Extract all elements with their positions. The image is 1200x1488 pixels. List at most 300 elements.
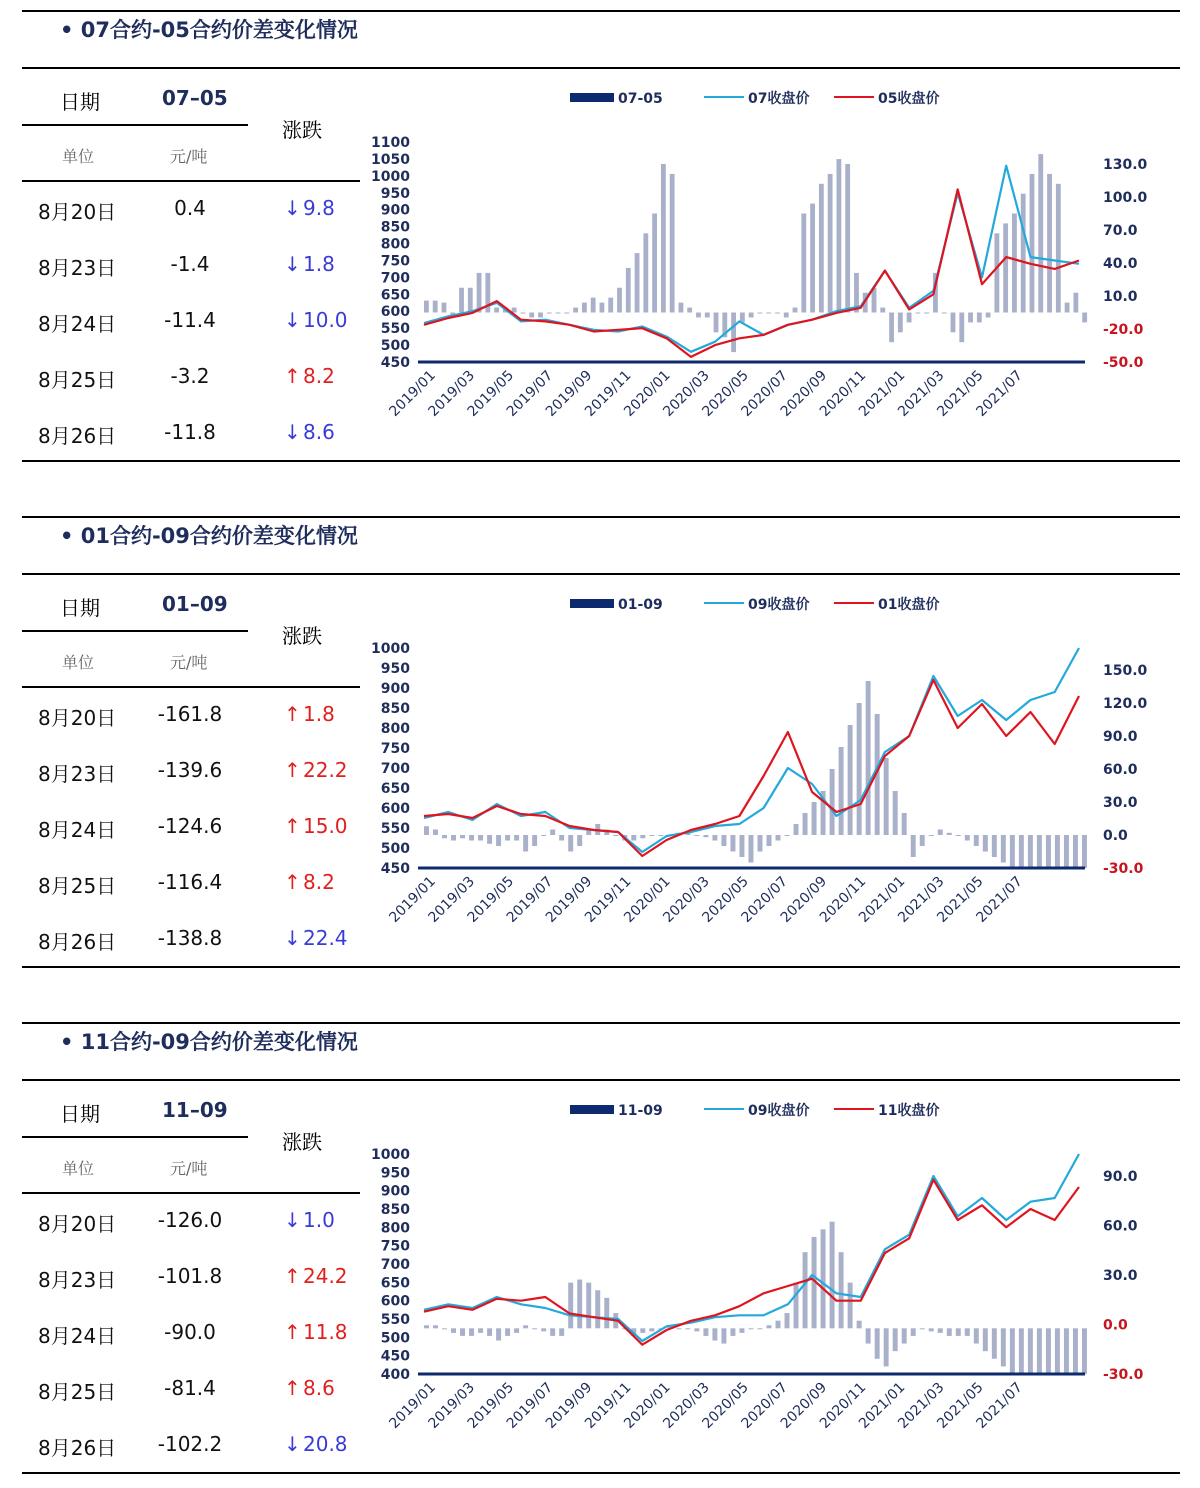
y-right-tick: 0.0 bbox=[1103, 828, 1128, 844]
spread-bar bbox=[911, 835, 916, 857]
legend-label: 09收盘价 bbox=[748, 1103, 810, 1119]
spread-bar bbox=[649, 835, 654, 836]
spread-bar bbox=[469, 835, 474, 841]
row-value: -90.0 bbox=[164, 1320, 216, 1344]
spread-bar bbox=[902, 1328, 907, 1343]
spread-bar bbox=[643, 233, 648, 312]
spread-bar bbox=[775, 313, 780, 314]
legend-label: 05收盘价 bbox=[878, 91, 940, 107]
row-change: 20.8 bbox=[303, 1432, 348, 1456]
spread-section-01-09 bbox=[0, 506, 1200, 972]
spread-bar bbox=[600, 303, 605, 313]
spread-bar bbox=[758, 1328, 763, 1329]
row-change: 8.6 bbox=[303, 1376, 335, 1400]
y-left-tick: 950 bbox=[380, 185, 410, 202]
spread-bar bbox=[845, 164, 850, 313]
spread-bar bbox=[880, 308, 885, 313]
spread-bar bbox=[920, 835, 925, 846]
spread-bar bbox=[986, 313, 991, 318]
spread-bar bbox=[451, 1328, 456, 1333]
spread-code: 07–05 bbox=[162, 86, 228, 110]
y-left-tick: 1000 bbox=[371, 641, 410, 657]
legend-swatch bbox=[570, 1105, 614, 1114]
spread-bar bbox=[1019, 1328, 1024, 1374]
spread-bar bbox=[767, 835, 772, 846]
row-value: -126.0 bbox=[157, 1208, 223, 1232]
y-left-tick: 1000 bbox=[371, 168, 410, 185]
spread-bar bbox=[1037, 1328, 1042, 1374]
section-header-rule bbox=[22, 67, 1180, 69]
spread-bar bbox=[730, 1328, 735, 1336]
x-tick: 2019/09 bbox=[542, 873, 596, 926]
y-left-tick: 450 bbox=[380, 861, 410, 877]
spread-bar bbox=[564, 313, 569, 314]
x-tick: 2020/03 bbox=[660, 873, 713, 926]
date-header: 日期 bbox=[60, 1102, 100, 1126]
row-change: 10.0 bbox=[303, 308, 348, 332]
spread-bar bbox=[810, 204, 815, 313]
spread-bar bbox=[1030, 174, 1035, 313]
date-header: 日期 bbox=[60, 90, 100, 114]
spread-bar bbox=[703, 1328, 708, 1336]
change-arrow-icon: ↓ bbox=[284, 1208, 301, 1232]
spread-bar bbox=[460, 1328, 465, 1336]
spread-bar bbox=[785, 1313, 790, 1328]
spread-bar bbox=[568, 835, 573, 852]
table-header-rule bbox=[22, 686, 360, 688]
change-arrow-icon: ↓ bbox=[284, 308, 301, 332]
y-right-tick: 30.0 bbox=[1103, 1268, 1138, 1284]
y-right-tick: -50.0 bbox=[1103, 355, 1144, 371]
spread-bar bbox=[608, 298, 613, 313]
change-arrow-icon: ↓ bbox=[284, 1432, 301, 1456]
change-arrow-icon: ↑ bbox=[284, 1264, 301, 1288]
legend-label: 11-09 bbox=[618, 1103, 663, 1119]
spread-bar bbox=[776, 1321, 781, 1329]
spread-bar bbox=[956, 1328, 961, 1336]
spread-bar bbox=[459, 288, 464, 313]
row-date: 8月24日 bbox=[38, 312, 117, 336]
x-tick: 2020/09 bbox=[777, 367, 831, 420]
y-left-tick: 950 bbox=[380, 661, 410, 677]
y-left-tick: 400 bbox=[380, 1367, 410, 1383]
spread-bar bbox=[1021, 194, 1026, 313]
spread-bar bbox=[468, 288, 473, 313]
spread-bar bbox=[595, 1290, 600, 1328]
change-arrow-icon: ↓ bbox=[284, 252, 301, 276]
spread-bar bbox=[1012, 214, 1017, 313]
y-left-tick: 500 bbox=[380, 841, 410, 857]
spread-bar bbox=[1064, 835, 1069, 868]
spread-bar bbox=[424, 826, 429, 835]
spread-bar bbox=[658, 835, 663, 836]
spread-bar bbox=[793, 308, 798, 313]
table-header-rule bbox=[22, 1192, 360, 1194]
spread-bar bbox=[1046, 835, 1051, 868]
row-change: 15.0 bbox=[303, 814, 348, 838]
spread-bar bbox=[848, 1283, 853, 1329]
y-right-tick: -30.0 bbox=[1103, 1367, 1144, 1383]
spread-bar bbox=[857, 1321, 862, 1329]
spread-bar bbox=[514, 835, 519, 841]
spread-bar bbox=[556, 313, 561, 314]
unit-label: 单位 bbox=[62, 147, 95, 166]
spread-bar bbox=[929, 1328, 934, 1331]
header-divider bbox=[22, 124, 248, 126]
spread-bar bbox=[442, 835, 447, 838]
spread-bar bbox=[550, 1328, 555, 1336]
y-left-tick: 650 bbox=[380, 287, 410, 304]
x-tick: 2019/05 bbox=[464, 1379, 518, 1432]
x-tick: 2021/03 bbox=[895, 1379, 948, 1432]
row-date: 8月24日 bbox=[38, 818, 117, 842]
change-arrow-icon: ↑ bbox=[284, 1376, 301, 1400]
row-date: 8月20日 bbox=[38, 200, 117, 224]
y-left-tick: 550 bbox=[380, 821, 410, 837]
row-change: 22.4 bbox=[303, 926, 348, 950]
change-arrow-icon: ↑ bbox=[284, 1320, 301, 1344]
spread-bar bbox=[794, 1283, 799, 1329]
x-tick: 2021/03 bbox=[895, 367, 948, 420]
x-tick: 2020/01 bbox=[621, 873, 674, 926]
spread-bar bbox=[586, 1283, 591, 1329]
spread-bar bbox=[685, 1328, 690, 1329]
y-right-tick: 70.0 bbox=[1103, 223, 1138, 239]
spread-bar bbox=[839, 1252, 844, 1328]
spread-bar bbox=[505, 1328, 510, 1336]
spread-bar bbox=[839, 747, 844, 835]
y-right-tick: -30.0 bbox=[1103, 861, 1144, 877]
x-tick: 2019/07 bbox=[503, 1379, 557, 1432]
spread-bar bbox=[676, 1328, 681, 1329]
row-change: 1.8 bbox=[303, 252, 335, 276]
y-right-tick: 120.0 bbox=[1103, 696, 1148, 712]
spread-bar bbox=[739, 1328, 744, 1333]
legend-label: 09收盘价 bbox=[748, 597, 810, 613]
spread-bar bbox=[803, 813, 808, 835]
spread-bar bbox=[433, 830, 438, 836]
spread-bar bbox=[875, 1328, 880, 1358]
header-divider bbox=[22, 630, 248, 632]
spread-bar bbox=[907, 313, 912, 323]
spread-chart bbox=[370, 1084, 1190, 1484]
spread-section-11-09 bbox=[0, 1012, 1200, 1478]
spread-bar bbox=[478, 1328, 483, 1333]
y-left-tick: 1100 bbox=[371, 135, 410, 151]
spread-bar bbox=[739, 835, 744, 857]
y-left-tick: 700 bbox=[380, 270, 410, 287]
unit-value: 元/吨 bbox=[170, 147, 208, 166]
row-value: -139.6 bbox=[157, 758, 223, 782]
x-tick: 2020/11 bbox=[816, 1379, 870, 1432]
spread-bar bbox=[532, 1328, 537, 1329]
spread-bar bbox=[523, 1325, 528, 1328]
y-left-tick: 1000 bbox=[371, 1147, 410, 1163]
row-date: 8月25日 bbox=[38, 1380, 117, 1404]
x-tick: 2020/01 bbox=[621, 367, 674, 420]
spread-bar bbox=[521, 313, 526, 314]
y-right-tick: 40.0 bbox=[1103, 256, 1138, 272]
spread-bar bbox=[1028, 835, 1033, 868]
spread-bar bbox=[451, 835, 456, 841]
x-tick: 2021/07 bbox=[973, 873, 1026, 926]
spread-chart bbox=[370, 578, 1190, 978]
x-tick: 2021/05 bbox=[934, 367, 987, 420]
legend-label: 11收盘价 bbox=[878, 1103, 940, 1119]
y-left-tick: 1050 bbox=[371, 151, 410, 168]
change-header: 涨跌 bbox=[282, 118, 322, 142]
y-left-tick: 800 bbox=[380, 1220, 410, 1237]
row-date: 8月26日 bbox=[38, 1436, 117, 1460]
spread-bar bbox=[1055, 835, 1060, 868]
spread-bar bbox=[687, 308, 692, 313]
row-value: -124.6 bbox=[157, 814, 223, 838]
spread-section-07-05 bbox=[0, 0, 1200, 466]
spread-bar bbox=[730, 835, 735, 852]
spread-bar bbox=[884, 1328, 889, 1366]
spread-bar bbox=[951, 313, 956, 333]
spread-bar bbox=[1019, 835, 1024, 868]
spread-bar bbox=[559, 1328, 564, 1336]
spread-bar bbox=[1073, 1328, 1078, 1374]
spread-bar bbox=[661, 164, 666, 313]
x-tick: 2021/01 bbox=[855, 367, 909, 420]
spread-bar bbox=[794, 824, 799, 835]
row-date: 8月26日 bbox=[38, 930, 117, 954]
x-tick: 2019/01 bbox=[386, 873, 439, 926]
row-value: -161.8 bbox=[157, 702, 223, 726]
spread-bar bbox=[866, 1328, 871, 1343]
row-value: -101.8 bbox=[157, 1264, 223, 1288]
spread-bar bbox=[884, 758, 889, 835]
y-left-tick: 750 bbox=[380, 253, 410, 270]
spread-bar bbox=[902, 813, 907, 835]
y-left-tick: 450 bbox=[380, 355, 410, 371]
spread-bar bbox=[541, 1328, 546, 1331]
y-left-tick: 500 bbox=[380, 338, 410, 355]
row-date: 8月23日 bbox=[38, 256, 117, 280]
spread-bar bbox=[577, 835, 582, 846]
x-tick: 2020/07 bbox=[738, 1379, 792, 1432]
price-line bbox=[424, 680, 1079, 856]
x-tick: 2019/09 bbox=[542, 367, 596, 420]
spread-bar bbox=[631, 835, 636, 841]
x-tick: 2020/01 bbox=[621, 1379, 674, 1432]
spread-bar bbox=[1065, 303, 1070, 313]
row-date: 8月20日 bbox=[38, 706, 117, 730]
x-tick: 2019/07 bbox=[503, 873, 557, 926]
spread-bar bbox=[460, 835, 465, 838]
y-right-tick: 150.0 bbox=[1103, 663, 1148, 679]
spread-bar bbox=[670, 174, 675, 313]
spread-bar bbox=[617, 288, 622, 313]
spread-bar bbox=[487, 835, 492, 844]
spread-bar bbox=[830, 1222, 835, 1329]
spread-bar bbox=[496, 1328, 501, 1340]
y-left-tick: 900 bbox=[380, 681, 410, 697]
legend-label: 07-05 bbox=[618, 91, 663, 107]
y-left-tick: 600 bbox=[380, 304, 410, 321]
spread-bar bbox=[424, 1325, 429, 1328]
x-tick: 2019/11 bbox=[582, 873, 635, 926]
spread-bar bbox=[866, 681, 871, 835]
row-value: -3.2 bbox=[170, 364, 210, 388]
y-left-tick: 450 bbox=[380, 1348, 410, 1365]
y-left-tick: 750 bbox=[380, 1238, 410, 1255]
x-tick: 2020/03 bbox=[660, 367, 713, 420]
spread-bar bbox=[529, 313, 534, 318]
spread-bar bbox=[547, 313, 552, 314]
row-date: 8月23日 bbox=[38, 762, 117, 786]
row-date: 8月26日 bbox=[38, 424, 117, 448]
x-tick: 2019/05 bbox=[464, 873, 518, 926]
y-left-tick: 600 bbox=[380, 801, 410, 817]
unit-label: 单位 bbox=[62, 653, 95, 672]
row-value: -81.4 bbox=[164, 1376, 216, 1400]
spread-bar bbox=[938, 830, 943, 836]
spread-bar bbox=[496, 835, 501, 846]
row-date: 8月25日 bbox=[38, 368, 117, 392]
spread-bar bbox=[626, 268, 631, 313]
y-left-tick: 550 bbox=[380, 321, 410, 338]
y-left-tick: 650 bbox=[380, 781, 410, 797]
spread-bar bbox=[819, 184, 824, 313]
section-title: • 07合约-05合约价差变化情况 bbox=[60, 18, 358, 42]
x-tick: 2019/09 bbox=[542, 1379, 596, 1432]
spread-bar bbox=[992, 1328, 997, 1358]
y-left-tick: 850 bbox=[380, 219, 410, 236]
section-top-rule bbox=[22, 1022, 1180, 1024]
spread-bar bbox=[705, 313, 710, 318]
price-line bbox=[424, 1154, 1079, 1341]
spread-bar bbox=[573, 308, 578, 313]
y-right-tick: 90.0 bbox=[1103, 729, 1138, 745]
x-tick: 2021/05 bbox=[934, 1379, 987, 1432]
spread-bar bbox=[487, 1328, 492, 1336]
spread-bar bbox=[577, 1280, 582, 1329]
spread-code: 11–09 bbox=[162, 1098, 228, 1122]
price-line bbox=[424, 648, 1079, 852]
y-left-tick: 650 bbox=[380, 1275, 410, 1292]
spread-bar bbox=[433, 1325, 438, 1328]
spread-bar bbox=[1003, 223, 1008, 312]
spread-bar bbox=[776, 835, 781, 841]
spread-bar bbox=[1056, 184, 1061, 313]
spread-bar bbox=[974, 835, 979, 846]
unit-value: 元/吨 bbox=[170, 653, 208, 672]
unit-value: 元/吨 bbox=[170, 1159, 208, 1178]
spread-bar bbox=[947, 833, 952, 835]
spread-bar bbox=[1046, 1328, 1051, 1374]
section-header-rule bbox=[22, 1079, 1180, 1081]
row-date: 8月24日 bbox=[38, 1324, 117, 1348]
spread-bar bbox=[714, 313, 719, 333]
spread-bar bbox=[1028, 1328, 1033, 1374]
spread-bar bbox=[830, 769, 835, 835]
spread-bar bbox=[992, 835, 997, 857]
unit-label: 单位 bbox=[62, 1159, 95, 1178]
spread-bar bbox=[929, 835, 934, 836]
spread-bar bbox=[640, 835, 645, 838]
spread-bar bbox=[1082, 313, 1087, 323]
x-tick: 2020/05 bbox=[699, 873, 752, 926]
spread-bar bbox=[582, 303, 587, 313]
y-right-tick: -20.0 bbox=[1103, 322, 1144, 338]
change-arrow-icon: ↓ bbox=[284, 196, 301, 220]
spread-bar bbox=[1010, 1328, 1015, 1374]
x-tick: 2019/05 bbox=[464, 367, 518, 420]
change-arrow-icon: ↑ bbox=[284, 814, 301, 838]
spread-bar bbox=[640, 1328, 645, 1333]
spread-bar bbox=[766, 313, 771, 314]
spread-bar bbox=[652, 214, 657, 313]
spread-bar bbox=[1073, 293, 1078, 313]
change-arrow-icon: ↓ bbox=[284, 420, 301, 444]
spread-bar bbox=[433, 301, 438, 313]
spread-bar bbox=[1082, 835, 1087, 868]
x-tick: 2019/03 bbox=[425, 873, 478, 926]
y-left-tick: 850 bbox=[380, 701, 410, 717]
spread-bar bbox=[924, 313, 929, 314]
spread-bar bbox=[915, 313, 920, 314]
x-tick: 2019/11 bbox=[582, 1379, 635, 1432]
spread-bar bbox=[812, 802, 817, 835]
spread-bar bbox=[591, 298, 596, 313]
section-header-rule bbox=[22, 573, 1180, 575]
x-tick: 2020/07 bbox=[738, 873, 792, 926]
spread-bar bbox=[442, 303, 447, 313]
x-tick: 2020/11 bbox=[816, 367, 870, 420]
spread-bar bbox=[1073, 835, 1078, 868]
date-header: 日期 bbox=[60, 596, 100, 620]
spread-bar bbox=[983, 835, 988, 852]
legend-swatch bbox=[570, 93, 614, 102]
change-header: 涨跌 bbox=[282, 624, 322, 648]
legend-swatch bbox=[570, 599, 614, 608]
table-header-rule bbox=[22, 180, 360, 182]
x-tick: 2020/05 bbox=[699, 367, 752, 420]
spread-chart bbox=[370, 72, 1190, 472]
spread-bar bbox=[424, 301, 429, 313]
change-arrow-icon: ↓ bbox=[284, 926, 301, 950]
spread-code: 01–09 bbox=[162, 592, 228, 616]
x-tick: 2021/05 bbox=[934, 873, 987, 926]
section-top-rule bbox=[22, 10, 1180, 12]
spread-bar bbox=[469, 1328, 474, 1336]
spread-bar bbox=[568, 1283, 573, 1329]
spread-bar bbox=[758, 835, 763, 852]
spread-bar bbox=[703, 835, 708, 837]
spread-bar bbox=[974, 1328, 979, 1343]
spread-bar bbox=[635, 253, 640, 312]
y-left-tick: 800 bbox=[380, 236, 410, 253]
spread-bar bbox=[920, 1328, 925, 1329]
x-tick: 2019/11 bbox=[582, 367, 635, 420]
change-arrow-icon: ↑ bbox=[284, 364, 301, 388]
spread-bar bbox=[784, 313, 789, 318]
y-right-tick: 100.0 bbox=[1103, 190, 1148, 206]
spread-bar bbox=[532, 835, 537, 846]
y-right-tick: 30.0 bbox=[1103, 795, 1138, 811]
section-title: • 01合约-09合约价差变化情况 bbox=[60, 524, 358, 548]
row-date: 8月20日 bbox=[38, 1212, 117, 1236]
x-tick: 2021/07 bbox=[973, 367, 1026, 420]
y-left-tick: 800 bbox=[380, 721, 410, 737]
spread-bar bbox=[1047, 174, 1052, 313]
section-top-rule bbox=[22, 516, 1180, 518]
y-left-tick: 550 bbox=[380, 1312, 410, 1328]
change-header: 涨跌 bbox=[282, 1130, 322, 1154]
